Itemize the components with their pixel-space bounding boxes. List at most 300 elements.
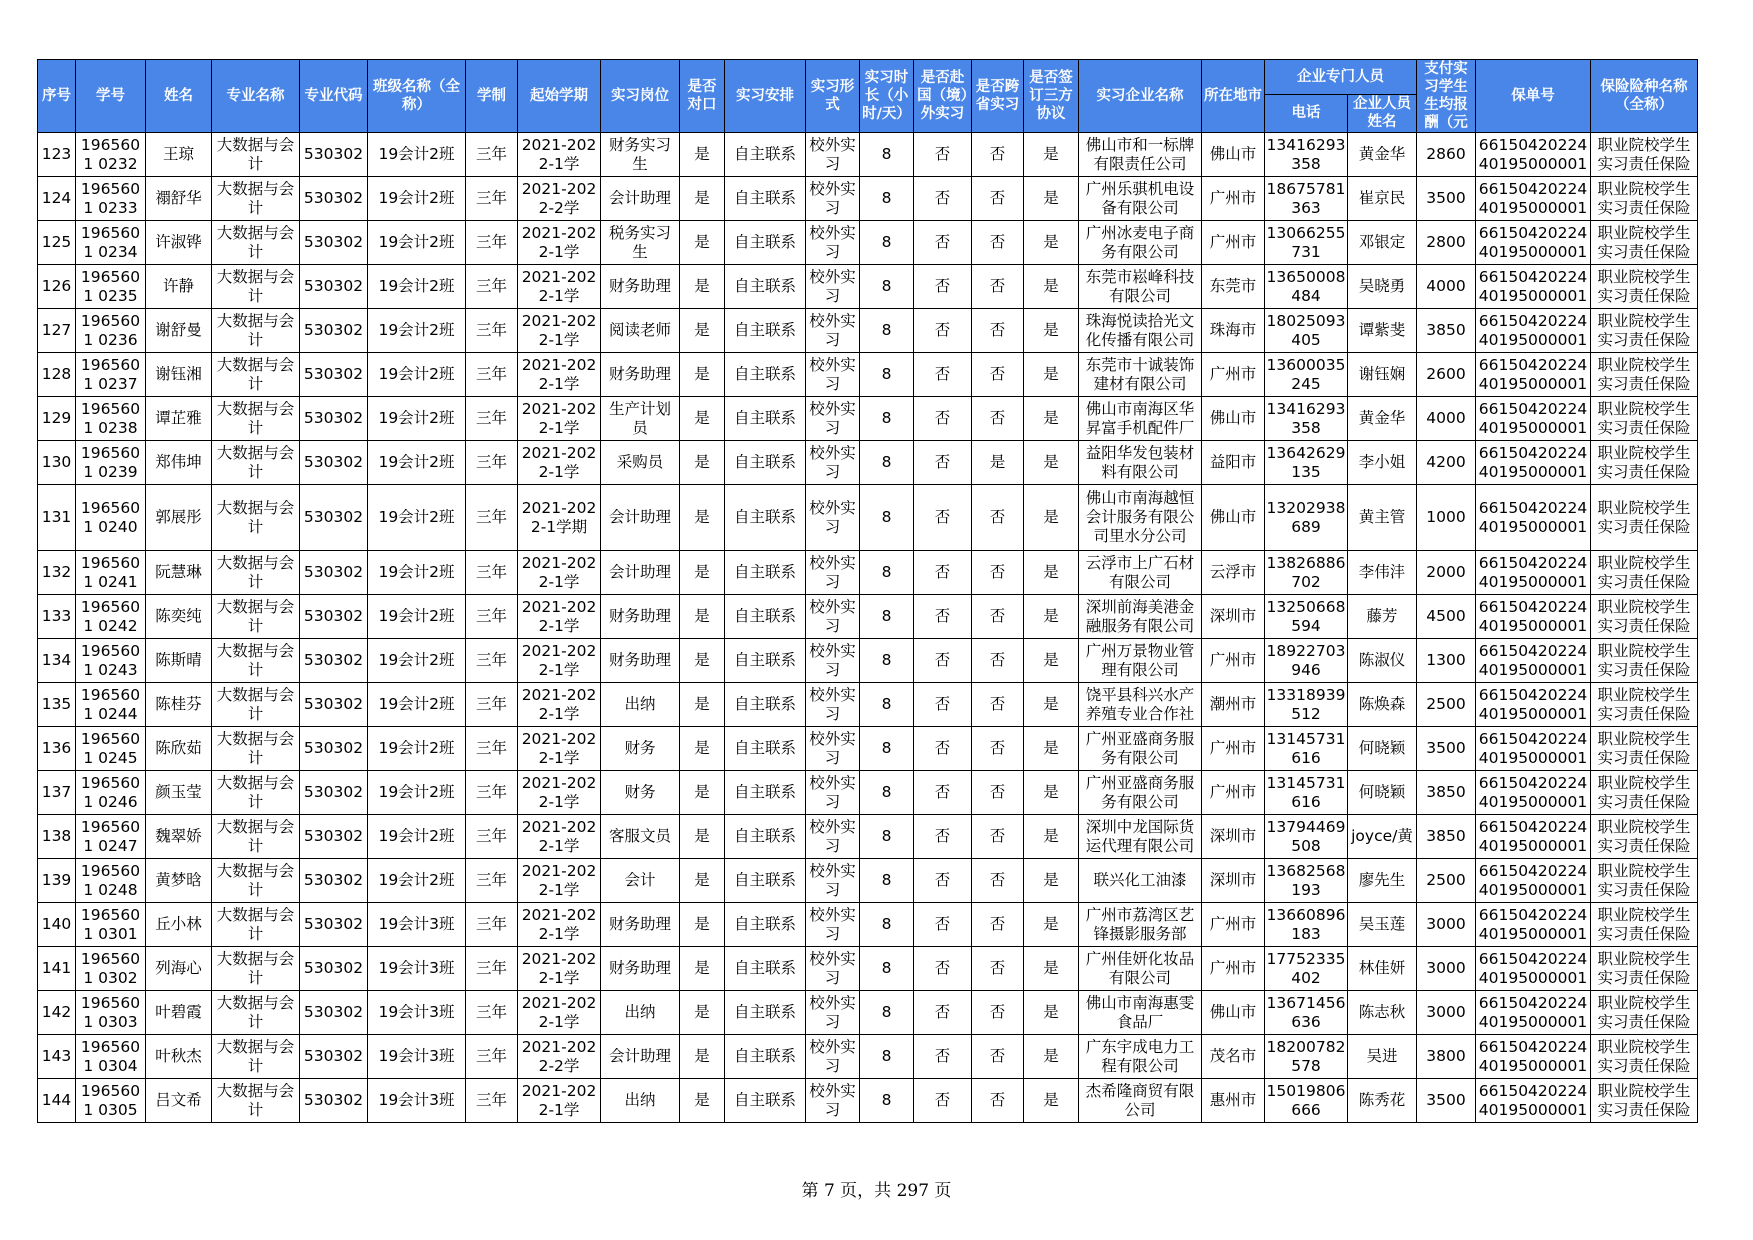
cell-text: 2021-2022-1学: [521, 223, 597, 261]
table-row: [38, 947, 1698, 991]
cell-pos: [601, 133, 680, 177]
cell-policy: [1476, 221, 1591, 265]
cell-text: 2600: [1426, 365, 1466, 383]
header-row-1: [38, 60, 1698, 95]
cell-policy: [1476, 683, 1591, 727]
cell-pos: [601, 727, 680, 771]
cell-text: 谭芷雅: [155, 409, 202, 427]
cell-text: 三年: [475, 1003, 507, 1021]
cell-text: 13794469 508: [1266, 817, 1346, 855]
cell-form: [806, 133, 860, 177]
cell-text: 广东宇成电力工程有限公司: [1085, 1037, 1195, 1075]
cell-text: 自主联系: [733, 321, 796, 339]
cell-phone: [1265, 771, 1348, 815]
cell-text: 4000: [1426, 409, 1466, 427]
cell-text: 1965601 0239: [80, 443, 141, 481]
cell-len: [466, 265, 518, 309]
cell-text: 1965601 0232: [80, 135, 141, 173]
cell-arr: [725, 903, 806, 947]
cell-major: [212, 815, 300, 859]
cell-seq: [38, 815, 76, 859]
cell-text: 133: [41, 607, 72, 625]
cell-term: [518, 639, 601, 683]
cell-arr: [725, 595, 806, 639]
cell-text: 530302: [303, 409, 364, 427]
cell-arr: [725, 991, 806, 1035]
cell-agree: [1024, 441, 1079, 485]
table-row: [38, 353, 1698, 397]
cell-code: [300, 551, 368, 595]
cell-text: 530302: [303, 453, 364, 471]
cell-text: 19会计2班: [378, 508, 455, 526]
cell-text: 13416293 358: [1266, 399, 1346, 437]
cell-text: 530302: [303, 189, 364, 207]
cell-city: [1202, 683, 1265, 727]
cell-cls: [368, 441, 466, 485]
cell-name: [146, 771, 212, 815]
cell-contact: [1348, 903, 1417, 947]
cell-text: 佛山市: [1209, 508, 1257, 526]
cell-text: 校外实习: [809, 597, 856, 635]
cell-policy: [1476, 485, 1591, 551]
cell-text: 大数据与会计: [216, 267, 295, 305]
cell-text: 谢钰湘: [155, 365, 202, 383]
cell-contact: [1348, 1035, 1417, 1079]
cell-text: 530302: [303, 871, 364, 889]
cell-policy: [1476, 177, 1591, 221]
header-match: 是否对口: [680, 60, 725, 133]
cell-text: 8: [881, 189, 892, 207]
cell-code: [300, 727, 368, 771]
cell-form: [806, 551, 860, 595]
cell-text: 1965601 0236: [80, 311, 141, 349]
table-row: [38, 441, 1698, 485]
cell-text: 益阳市: [1209, 453, 1257, 471]
cell-policy: [1476, 727, 1591, 771]
cell-ins: [1591, 177, 1698, 221]
cell-policy: [1476, 859, 1591, 903]
cell-arr: [725, 815, 806, 859]
cell-seq: [38, 309, 76, 353]
cell-text: 8: [881, 651, 892, 669]
cell-abroad: [914, 991, 972, 1035]
cell-sid: [76, 639, 146, 683]
cell-pos: [601, 903, 680, 947]
cell-cls: [368, 177, 466, 221]
cell-text: 530302: [303, 563, 364, 581]
cell-company: [1079, 683, 1202, 727]
cell-major: [212, 397, 300, 441]
cell-match: [680, 221, 725, 265]
cell-text: 出纳: [624, 695, 656, 713]
cell-major: [212, 441, 300, 485]
cell-sid: [76, 683, 146, 727]
cell-text: 校外实习: [809, 179, 856, 217]
cell-city: [1202, 947, 1265, 991]
cell-pos: [601, 947, 680, 991]
cell-text: 大数据与会计: [216, 641, 295, 679]
cell-text: 是: [1043, 871, 1059, 889]
cell-seq: [38, 639, 76, 683]
cell-text: 1965601 0245: [80, 729, 141, 767]
cell-form: [806, 177, 860, 221]
cell-text: 2021-2022-1学: [521, 311, 597, 349]
cell-text: 19会计2班: [378, 277, 455, 295]
cell-text: 否: [934, 409, 951, 427]
cell-abroad: [914, 771, 972, 815]
cell-pos: [601, 551, 680, 595]
cell-phone: [1265, 133, 1348, 177]
cell-abroad: [914, 639, 972, 683]
cell-pos: [601, 397, 680, 441]
cell-text: 陈奕纯: [155, 607, 202, 625]
cell-text: 530302: [303, 1091, 364, 1109]
cell-hours: [860, 727, 914, 771]
cell-text: 职业院校学生实习责任保险: [1597, 1081, 1691, 1119]
cell-cls: [368, 727, 466, 771]
cell-len: [466, 859, 518, 903]
cell-text: 66150420224 40195000001: [1478, 861, 1588, 899]
cell-text: 128: [41, 365, 72, 383]
cell-agree: [1024, 991, 1079, 1035]
table-row: [38, 265, 1698, 309]
cell-text: 广州市: [1209, 915, 1257, 933]
cell-text: 是: [1043, 321, 1059, 339]
cell-form: [806, 639, 860, 683]
cell-text: 66150420224 40195000001: [1478, 553, 1588, 591]
cell-text: 1965601 0302: [80, 949, 141, 987]
internship-table: [37, 59, 1698, 1123]
cell-cross: [972, 815, 1024, 859]
cell-pay: [1417, 265, 1476, 309]
cell-pos: [601, 815, 680, 859]
cell-cross: [972, 551, 1024, 595]
cell-text: 陈秀花: [1358, 1091, 1406, 1109]
header-code: 专业代码: [300, 60, 368, 133]
cell-text: 自主联系: [733, 1091, 796, 1109]
cell-text: 黄主管: [1358, 508, 1406, 526]
cell-text: 129: [41, 409, 72, 427]
cell-text: 否: [934, 321, 951, 339]
cell-text: 是: [1043, 827, 1059, 845]
cell-text: 否: [934, 607, 951, 625]
cell-abroad: [914, 221, 972, 265]
cell-text: 叶碧霞: [155, 1003, 202, 1021]
cell-sid: [76, 485, 146, 551]
cell-text: 佛山市和一标牌有限责任公司: [1085, 135, 1195, 173]
cell-text: 13318939 512: [1266, 685, 1346, 723]
cell-text: 530302: [303, 739, 364, 757]
cell-text: 8: [881, 409, 892, 427]
cell-text: 是: [694, 783, 710, 801]
cell-pos: [601, 991, 680, 1035]
cell-text: 否: [934, 145, 951, 163]
cell-text: 三年: [475, 827, 507, 845]
cell-text: 否: [989, 189, 1006, 207]
cell-text: 8: [881, 607, 892, 625]
cell-text: 三年: [475, 321, 507, 339]
cell-agree: [1024, 1079, 1079, 1123]
cell-name: [146, 639, 212, 683]
cell-text: 陈志秋: [1358, 1003, 1406, 1021]
cell-text: 益阳华发包装材料有限公司: [1085, 443, 1195, 481]
cell-sid: [76, 815, 146, 859]
cell-policy: [1476, 309, 1591, 353]
cell-len: [466, 177, 518, 221]
cell-abroad: [914, 859, 972, 903]
cell-policy: [1476, 595, 1591, 639]
cell-text: 是: [1043, 695, 1059, 713]
cell-text: 136: [41, 739, 72, 757]
header-pay: 支付实习学生生均报酬（元: [1417, 60, 1476, 133]
cell-text: 3000: [1426, 959, 1466, 977]
cell-text: 13066255 731: [1266, 223, 1346, 261]
cell-text: 吴晓勇: [1358, 277, 1406, 295]
cell-cross: [972, 221, 1024, 265]
cell-agree: [1024, 859, 1079, 903]
cell-text: 8: [881, 145, 892, 163]
cell-text: 否: [934, 508, 951, 526]
cell-text: 大数据与会计: [216, 223, 295, 261]
cell-phone: [1265, 947, 1348, 991]
cell-text: 19会计2班: [378, 563, 455, 581]
cell-abroad: [914, 727, 972, 771]
cell-len: [466, 771, 518, 815]
cell-contact: [1348, 727, 1417, 771]
cell-policy: [1476, 441, 1591, 485]
cell-text: 佛山市南海越恒会计服务有限公司里水分公司: [1085, 489, 1195, 545]
cell-pay: [1417, 177, 1476, 221]
cell-text: 66150420224 40195000001: [1478, 949, 1588, 987]
cell-text: 财务助理: [608, 277, 671, 295]
cell-text: 自主联系: [733, 739, 796, 757]
cell-major: [212, 639, 300, 683]
cell-text: 佛山市: [1209, 1003, 1257, 1021]
cell-match: [680, 991, 725, 1035]
cell-text: 否: [934, 695, 951, 713]
cell-pos: [601, 265, 680, 309]
cell-code: [300, 397, 368, 441]
cell-phone: [1265, 441, 1348, 485]
header-name: 姓名: [146, 60, 212, 133]
cell-text: 530302: [303, 508, 364, 526]
cell-policy: [1476, 353, 1591, 397]
cell-text: 否: [934, 233, 951, 251]
cell-code: [300, 639, 368, 683]
cell-name: [146, 397, 212, 441]
cell-text: 职业院校学生实习责任保险: [1597, 399, 1691, 437]
cell-text: 1000: [1426, 508, 1466, 526]
cell-text: 是: [1043, 783, 1059, 801]
cell-city: [1202, 441, 1265, 485]
table-header: [38, 60, 1698, 133]
cell-text: 自主联系: [733, 607, 796, 625]
cell-text: 19会计2班: [378, 145, 455, 163]
cell-term: [518, 991, 601, 1035]
cell-text: 大数据与会计: [216, 817, 295, 855]
cell-text: 三年: [475, 409, 507, 427]
cell-text: 124: [41, 189, 72, 207]
cell-hours: [860, 441, 914, 485]
cell-seq: [38, 551, 76, 595]
cell-agree: [1024, 309, 1079, 353]
cell-cross: [972, 991, 1024, 1035]
cell-text: 珠海悦读拾光文化传播有限公司: [1085, 311, 1195, 349]
cell-text: 校外实习: [809, 1081, 856, 1119]
cell-text: 1965601 0238: [80, 399, 141, 437]
cell-phone: [1265, 1035, 1348, 1079]
cell-abroad: [914, 683, 972, 727]
cell-city: [1202, 727, 1265, 771]
cell-text: 1965601 0305: [80, 1081, 141, 1119]
cell-form: [806, 1079, 860, 1123]
cell-hours: [860, 683, 914, 727]
cell-text: 会计助理: [608, 563, 671, 581]
header-staff-phone: 电话: [1265, 94, 1348, 132]
cell-term: [518, 1035, 601, 1079]
cell-pay: [1417, 551, 1476, 595]
cell-text: 云浮市: [1209, 563, 1257, 581]
cell-name: [146, 595, 212, 639]
cell-text: 财务助理: [608, 651, 671, 669]
cell-text: 吴进: [1366, 1047, 1398, 1065]
cell-text: joyce/黄: [1351, 827, 1413, 845]
cell-text: 2021-2022-1学: [521, 135, 597, 173]
cell-policy: [1476, 991, 1591, 1035]
cell-text: 否: [989, 365, 1006, 383]
cell-text: 144: [41, 1091, 72, 1109]
cell-text: 校外实习: [809, 135, 856, 173]
cell-len: [466, 353, 518, 397]
cell-match: [680, 177, 725, 221]
cell-text: 会计助理: [608, 508, 671, 526]
cell-text: 佛山市南海区华昇富手机配件厂: [1085, 399, 1195, 437]
cell-text: 19会计2班: [378, 365, 455, 383]
cell-text: 邓银定: [1358, 233, 1406, 251]
cell-text: 是: [694, 409, 710, 427]
cell-major: [212, 727, 300, 771]
cell-hours: [860, 595, 914, 639]
cell-text: 大数据与会计: [216, 597, 295, 635]
cell-text: 是: [694, 959, 710, 977]
cell-text: 颜玉莹: [155, 783, 202, 801]
cell-code: [300, 1035, 368, 1079]
cell-text: 2021-2022-1学: [521, 267, 597, 305]
cell-city: [1202, 221, 1265, 265]
cell-text: 否: [934, 365, 951, 383]
cell-len: [466, 221, 518, 265]
cell-text: 否: [989, 651, 1006, 669]
cell-text: 是: [694, 871, 710, 889]
cell-abroad: [914, 1079, 972, 1123]
cell-code: [300, 221, 368, 265]
cell-text: 66150420224 40195000001: [1478, 223, 1588, 261]
cell-text: 郭展彤: [155, 508, 202, 526]
cell-text: 校外实习: [809, 443, 856, 481]
cell-text: 职业院校学生实习责任保险: [1597, 949, 1691, 987]
cell-text: 13650008 484: [1266, 267, 1346, 305]
cell-company: [1079, 551, 1202, 595]
cell-text: 大数据与会计: [216, 905, 295, 943]
cell-match: [680, 309, 725, 353]
cell-match: [680, 353, 725, 397]
cell-len: [466, 947, 518, 991]
cell-text: 8: [881, 365, 892, 383]
cell-text: 是: [1043, 508, 1059, 526]
cell-text: 2021-2022-1学: [521, 399, 597, 437]
cell-company: [1079, 903, 1202, 947]
cell-text: 校外实习: [809, 223, 856, 261]
cell-text: 校外实习: [809, 355, 856, 393]
cell-text: 19会计3班: [378, 1047, 455, 1065]
cell-seq: [38, 859, 76, 903]
cell-text: 大数据与会计: [216, 993, 295, 1031]
cell-text: 黄梦晗: [155, 871, 202, 889]
cell-text: 2800: [1426, 233, 1466, 251]
cell-text: 2021-2022-1学: [521, 553, 597, 591]
cell-pay: [1417, 397, 1476, 441]
cell-pos: [601, 353, 680, 397]
cell-text: 自主联系: [733, 145, 796, 163]
cell-text: 130: [41, 453, 72, 471]
cell-text: 校外实习: [809, 993, 856, 1031]
cell-sid: [76, 221, 146, 265]
cell-text: 黄金华: [1358, 145, 1406, 163]
cell-text: 三年: [475, 915, 507, 933]
cell-pay: [1417, 639, 1476, 683]
cell-major: [212, 309, 300, 353]
cell-text: 广州万景物业管理有限公司: [1085, 641, 1195, 679]
cell-text: 职业院校学生实习责任保险: [1597, 179, 1691, 217]
cell-text: 是: [694, 145, 710, 163]
cell-code: [300, 133, 368, 177]
cell-cross: [972, 309, 1024, 353]
cell-hours: [860, 771, 914, 815]
cell-seq: [38, 353, 76, 397]
cell-text: 否: [989, 563, 1006, 581]
cell-text: 137: [41, 783, 72, 801]
cell-text: 2021-2022-1学: [521, 861, 597, 899]
cell-text: 8: [881, 1047, 892, 1065]
cell-company: [1079, 441, 1202, 485]
cell-cls: [368, 1079, 466, 1123]
cell-text: 职业院校学生实习责任保险: [1597, 498, 1691, 536]
cell-company: [1079, 1079, 1202, 1123]
cell-text: 1965601 0243: [80, 641, 141, 679]
cell-text: 佛山市: [1209, 409, 1257, 427]
cell-text: 广州市: [1209, 739, 1257, 757]
cell-company: [1079, 595, 1202, 639]
cell-text: 否: [989, 783, 1006, 801]
header-company: 实习企业名称: [1079, 60, 1202, 133]
cell-text: 茂名市: [1209, 1047, 1257, 1065]
cell-city: [1202, 903, 1265, 947]
cell-text: 是: [1043, 651, 1059, 669]
cell-abroad: [914, 903, 972, 947]
header-term: 起始学期: [518, 60, 601, 133]
cell-text: 李小姐: [1358, 453, 1406, 471]
cell-text: 1300: [1426, 651, 1466, 669]
cell-name: [146, 1035, 212, 1079]
cell-text: 许淑铧: [155, 233, 202, 251]
cell-text: 否: [989, 508, 1006, 526]
cell-text: 1965601 0301: [80, 905, 141, 943]
cell-text: 出纳: [624, 1003, 656, 1021]
cell-text: 19会计2班: [378, 409, 455, 427]
cell-text: 1965601 0237: [80, 355, 141, 393]
cell-city: [1202, 991, 1265, 1035]
cell-text: 吕文希: [155, 1091, 202, 1109]
